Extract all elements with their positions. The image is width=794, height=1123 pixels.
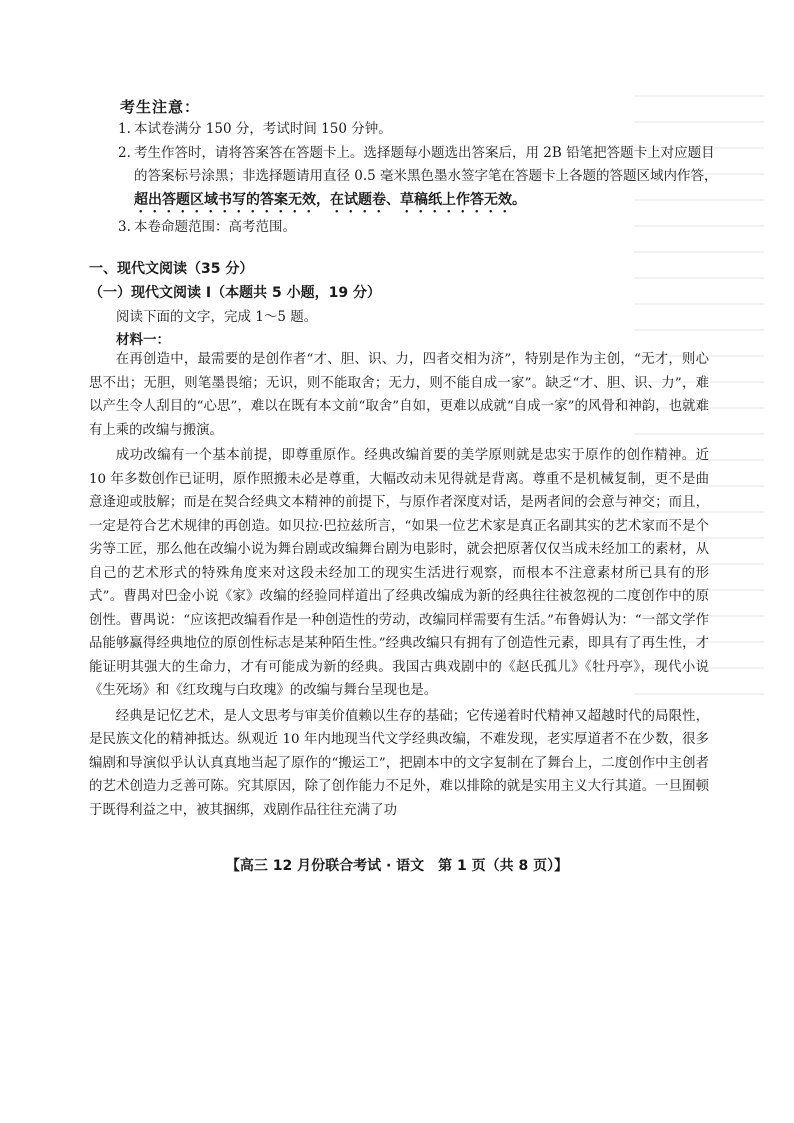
page-footer: 【高三 12 月份联合考试 · 语文 第 1 页（共 8 页）】 bbox=[225, 858, 569, 874]
notice-item bbox=[118, 118, 718, 142]
notice-item-text: 考生作答时，请将答案答在答题卡上。选择题每小题选出答案后，用 2B 铅笔把答题卡上对应题目的答案标号涂黑；非选择题请用直径 0.5 毫米黑色墨水签字笔在答题卡上各题的答题区域内作答， bbox=[134, 144, 718, 184]
article-body bbox=[89, 348, 709, 824]
notice-item-body bbox=[134, 142, 718, 216]
article-paragraph: 成功改编有一个基本前提，即尊重原作。经典改编首要的美学原则就是忠实于原作的创作精神。近 10 年多数创作已证明，原作照搬未必是尊重，大幅改动未见得就是背离。尊重不是机械复制，更不是曲意逢迎或肢解；而是在契合经典文本精神的前提下，与原作者深度对话，是两者间的会意与神交；而且，一定是符合艺术规律的再创造。如贝拉·巴拉兹所言，“如果一位艺术家是真正名副其实的艺术家而不是个劣等工匠，那么他在改编小说为舞台剧或改编舞台剧为电影时，就会把原著仅仅当成未经加工的素材，从自己的艺术形式的特殊角度来对这段未经加工的现实生活进行观察，而根本不注意素材所已具有的形式”。曹禺对巴金小说《家》改编的经验同样道出了经典改编成为新的经典往往被忽视的二度创作中的原创性。曹禺说：“应该把改编看作是一种创造性的劳动，改编同样需要有生活。”布鲁姆认为：“一部文学作品能够赢得经典地位的原创性标志是某种陌生性。”经典改编只有拥有了创造性元素，即具有了再生性，才能证明其强大的生命力，才有可能成为新的经典。我国古典戏剧中的《赵氏孤儿》《牡丹亭》，现代小说《生死场》和《红玫瑰与白玫瑰》的改编与舞台呈现也是。 bbox=[89, 448, 709, 698]
notice-heading: 考生注意： bbox=[120, 98, 201, 116]
notice-item bbox=[118, 142, 718, 216]
notice-item-number: 2. bbox=[118, 144, 131, 161]
subsection-title: （一）现代文阅读 Ⅰ（本题共 5 小题，19 分） bbox=[89, 285, 381, 301]
notice-list bbox=[118, 118, 718, 239]
notice-item-emphasis: 超出答题区域书写的答案无效，在试题卷、草稿纸上作答无效。 bbox=[134, 191, 526, 208]
section-title: 一、现代文阅读（35 分） bbox=[89, 261, 254, 277]
notice-item bbox=[118, 216, 718, 240]
notice-item-number: 3. bbox=[118, 218, 131, 235]
notice-item-text: 本试卷满分 150 分，考试时间 150 分钟。 bbox=[134, 121, 392, 137]
material-label: 材料一： bbox=[116, 332, 170, 348]
notice-item-number: 1. bbox=[118, 121, 131, 137]
reading-instruction: 阅读下面的文字，完成 1～5 题。 bbox=[116, 309, 318, 325]
article-paragraph: 经典是记忆艺术，是人文思考与审美价值赖以生存的基础；它传递着时代精神又超越时代的局限性，是民族文化的精神抵达。纵观近 10 年内地现当代文学经典改编，不难发现，老实厚道者不在少数，很多编剧和导演似乎认认真真地当起了原作的“搬运工”，把剧本中的文字复制在了舞台上，二度创作中主创者的艺术创造力乏善可陈。究其原因，除了创作能力不足外，难以排除的就是实用主义大行其道。一旦囿顿于既得利益之中，被其捆绑，戏剧作品往往充满了功 bbox=[89, 708, 709, 818]
notice-item-text: 本卷命题范围：高考范围。 bbox=[134, 218, 296, 235]
article-paragraph: 在再创造中，最需要的是创作者“才、胆、识、力，四者交相为济”，特别是作为主创，“无才，则心思不出；无胆，则笔墨畏缩；无识，则不能取舍；无力，则不能自成一家”。缺乏“才、胆、识、力”，难以产生令人刮目的“心思”，难以在既有本文前“取舍”自如，更难以成就“自成一家”的风骨和神韵，也就难有上乘的改编与搬演。 bbox=[89, 352, 709, 438]
